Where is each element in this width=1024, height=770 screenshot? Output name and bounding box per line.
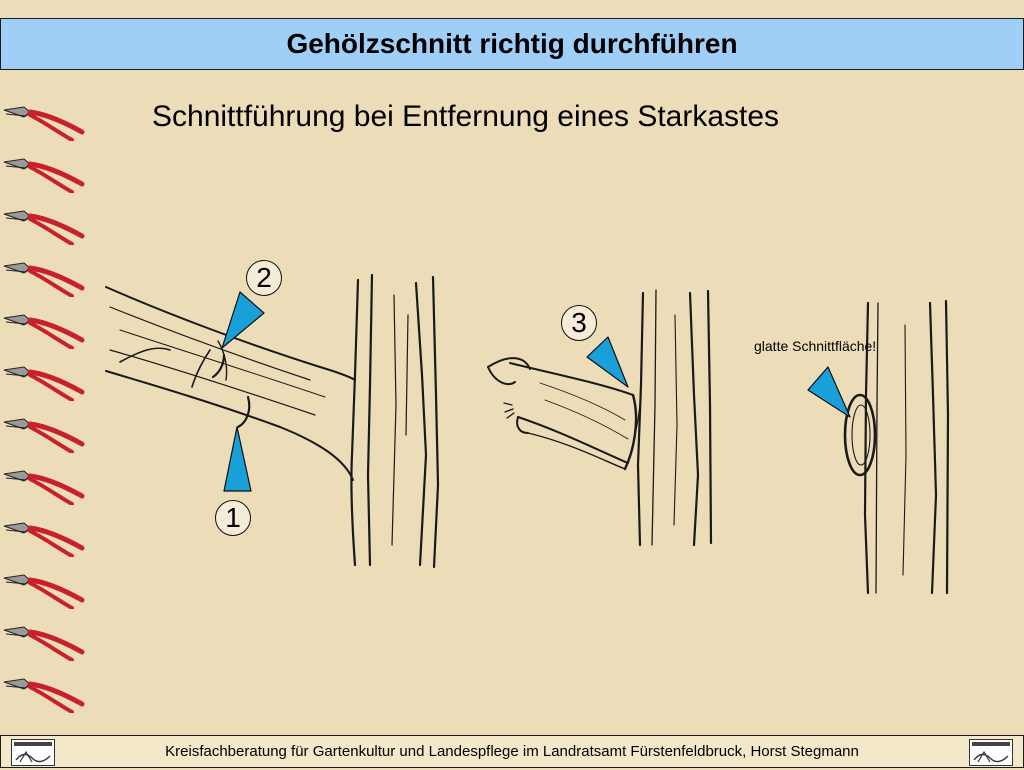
pruning-shears-icon — [0, 308, 88, 349]
footer-credit: Kreisfachberatung für Gartenkultur und Landespflege im Landratsamt Fürstenfeldbruck, Horst Stegmann — [165, 743, 859, 760]
pruning-shears-column — [0, 100, 88, 724]
pruning-shears-icon — [0, 100, 88, 141]
pruning-shears-icon — [0, 412, 88, 453]
pruning-shears-icon — [0, 152, 88, 193]
arrow-icons — [222, 292, 850, 491]
pruning-shears-icon — [0, 568, 88, 609]
landratsamt-logo-right — [969, 739, 1013, 766]
arrow-icon-upper-cut — [222, 292, 264, 348]
tree-trunk-left — [106, 275, 438, 567]
pruning-shears-icon — [0, 620, 88, 661]
pruning-shears-icon — [0, 204, 88, 245]
smooth-cut-caption: glatte Schnittfläche! — [754, 338, 877, 354]
page-title: Gehölzschnitt richtig durchführen — [286, 28, 738, 59]
footer — [0, 735, 1024, 768]
tree-trunk-middle — [488, 290, 711, 545]
title-bar — [0, 18, 1024, 70]
pruning-shears-icon — [0, 256, 88, 297]
marker-label-3: 3 — [561, 305, 597, 341]
landratsamt-logo-left — [11, 739, 55, 766]
marker-label-1: 1 — [215, 500, 251, 536]
arrow-icon-final-cut — [587, 337, 628, 387]
pruning-shears-icon — [0, 672, 88, 713]
pruning-illustration — [100, 255, 980, 605]
slide-subtitle: Schnittführung bei Entfernung eines Starkastes — [152, 100, 780, 133]
pruning-shears-icon — [0, 360, 88, 401]
pruning-shears-icon — [0, 464, 88, 505]
pruning-shears-icon — [0, 516, 88, 557]
arrow-icon-lower-cut — [224, 427, 251, 491]
marker-label-2: 2 — [246, 260, 282, 296]
arrow-icon-smooth-cut — [808, 367, 850, 417]
